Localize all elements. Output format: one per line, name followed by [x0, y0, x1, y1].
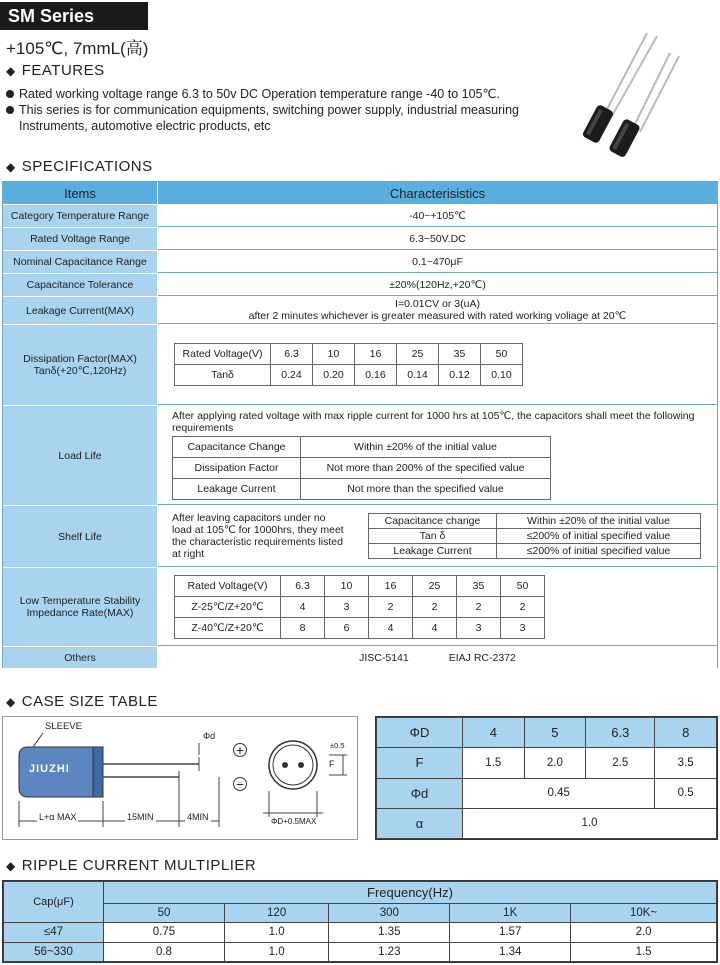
dim-pitch: F — [329, 759, 335, 769]
lead-diameter-label: Φd — [203, 731, 216, 741]
brand-label: JIUZHI — [29, 763, 70, 775]
diamond-icon: ◆ — [6, 859, 16, 873]
spec-label: Capacitance Tolerance — [3, 274, 158, 296]
load-life-table: Capacitance Change Within ±20% of the initial value Dissipation Factor Not more than 200% of the specified value Leakage Current Not more than the specified value — [172, 436, 551, 500]
spec-row-load-life — [3, 405, 717, 505]
minus-icon: − — [233, 777, 247, 791]
bullet-icon — [6, 106, 14, 114]
spec-row-dissipation — [3, 324, 717, 405]
spec-value: 6.3~50V.DC — [158, 228, 717, 250]
ripple-heading: ◆ RIPPLE CURRENT MULTIPLIER — [6, 857, 257, 874]
spec-label: Category Temperature Range — [3, 205, 158, 227]
spec-label: Shelf Life — [3, 506, 158, 567]
features-heading: ◆ FEATURES — [6, 62, 105, 79]
col-items: Items — [3, 182, 158, 204]
ripple-table: Cap(μF) Frequency(Hz) 50 120 300 1K 10K~ ≤47 0.75 1.0 1.35 1.57 2.0 56~330 0.8 1.0 1.23 1.34 1.5 — [2, 880, 718, 963]
dim-length: L+α MAX — [39, 812, 77, 822]
spec-label: Load Life — [3, 406, 158, 505]
spec-row-others — [3, 646, 717, 668]
spec-value — [158, 568, 717, 646]
plus-icon: + — [233, 743, 247, 757]
case-size-table: ΦD 4 5 6.3 8 F 1.5 2.0 2.5 3.5 Φd 0.45 0.5 α 1.0 — [375, 716, 718, 840]
spec-value: -40~+105℃ — [158, 205, 717, 227]
spec-row-low-temp — [3, 567, 717, 646]
spec-header-row — [3, 182, 717, 204]
series-subtitle: +105℃, 7mmL(高) — [6, 39, 149, 58]
low-temp-table: Rated Voltage(V) 6.3 10 16 25 35 50 Z-25℃/Z+20℃ 4 3 2 2 2 2 Z-40℃/Z+20℃ 8 6 4 4 3 3 — [174, 575, 545, 639]
specifications-table — [2, 181, 718, 668]
col-characteristics: Characterisistics — [158, 182, 717, 204]
dim-diameter: ΦD+0.5MAX — [271, 817, 317, 826]
series-title: SM Series — [0, 2, 148, 30]
spec-value: I=0.01CV or 3(uA) after 2 minutes whichever is greater measured with rated working voliage at 20℃ — [158, 297, 717, 324]
spec-row — [3, 296, 717, 324]
sleeve-label: SLEEVE — [45, 721, 82, 732]
spec-value — [158, 325, 717, 405]
dim-lead-4: 4MIN — [187, 812, 209, 822]
feature-item-cont: Instruments, automotive electric products, etc — [19, 119, 271, 133]
diamond-icon: ◆ — [6, 160, 16, 174]
spec-value: ±20%(120Hz,+20℃) — [158, 274, 717, 296]
dim-lead-15: 15MIN — [127, 812, 154, 822]
dim-pitch-tol: ±0.5 — [330, 741, 345, 750]
spec-label: Others — [3, 647, 158, 668]
spec-label: Dissipation Factor(MAX) Tanδ(+20℃,120Hz) — [3, 325, 158, 405]
spec-row — [3, 227, 717, 250]
specifications-heading: ◆ SPECIFICATIONS — [6, 158, 153, 175]
bullet-icon — [6, 90, 14, 98]
spec-row-shelf-life — [3, 505, 717, 567]
case-size-heading: ◆ CASE SIZE TABLE — [6, 693, 158, 710]
spec-row — [3, 204, 717, 227]
shelf-life-text: After leaving capacitors under no load at 105℃ for 1000hrs, they meet the characteristic requirements listed at right — [172, 512, 344, 560]
feature-item: Rated working voltage range 6.3 to 50v DC Operation temperature range -40 to 105℃. — [6, 86, 500, 102]
spec-value: JISC-5141 EIAJ RC-2372 — [158, 647, 717, 668]
spec-value: After applying rated voltage with max ripple current for 1000 hrs at 105℃, the capacitors shall meet the following requirements Capacitance Change Within ±20% of the initial value Dissipation Factor Not more than 200% of the specified value Leakage Current Not more than the specified value — [158, 406, 717, 505]
diamond-icon: ◆ — [6, 695, 16, 709]
spec-label: Rated Voltage Range — [3, 228, 158, 250]
shelf-life-table: Capacitance change Within ±20% of the initial value Tan δ ≤200% of initial specified value Leakage Current ≤200% of initial specified value — [368, 513, 701, 559]
feature-item: This series is for communication equipments, switching power supply, industrial measuring — [6, 102, 519, 118]
spec-value — [158, 506, 717, 567]
dissipation-table: Rated Voltage(V) 6.3 10 16 25 35 50 Tanδ 0.24 0.20 0.16 0.14 0.12 0.10 — [174, 343, 523, 386]
spec-label: Leakage Current(MAX) — [3, 297, 158, 324]
spec-label: Nominal Capacitance Range — [3, 251, 158, 273]
capacitor-photo — [575, 28, 685, 158]
spec-row — [3, 250, 717, 273]
spec-label: Low Temperature Stability Impedance Rate(MAX) — [3, 568, 158, 646]
spec-row — [3, 273, 717, 296]
case-drawing — [2, 716, 358, 840]
diamond-icon: ◆ — [6, 64, 16, 78]
spec-value: 0.1~470μF — [158, 251, 717, 273]
